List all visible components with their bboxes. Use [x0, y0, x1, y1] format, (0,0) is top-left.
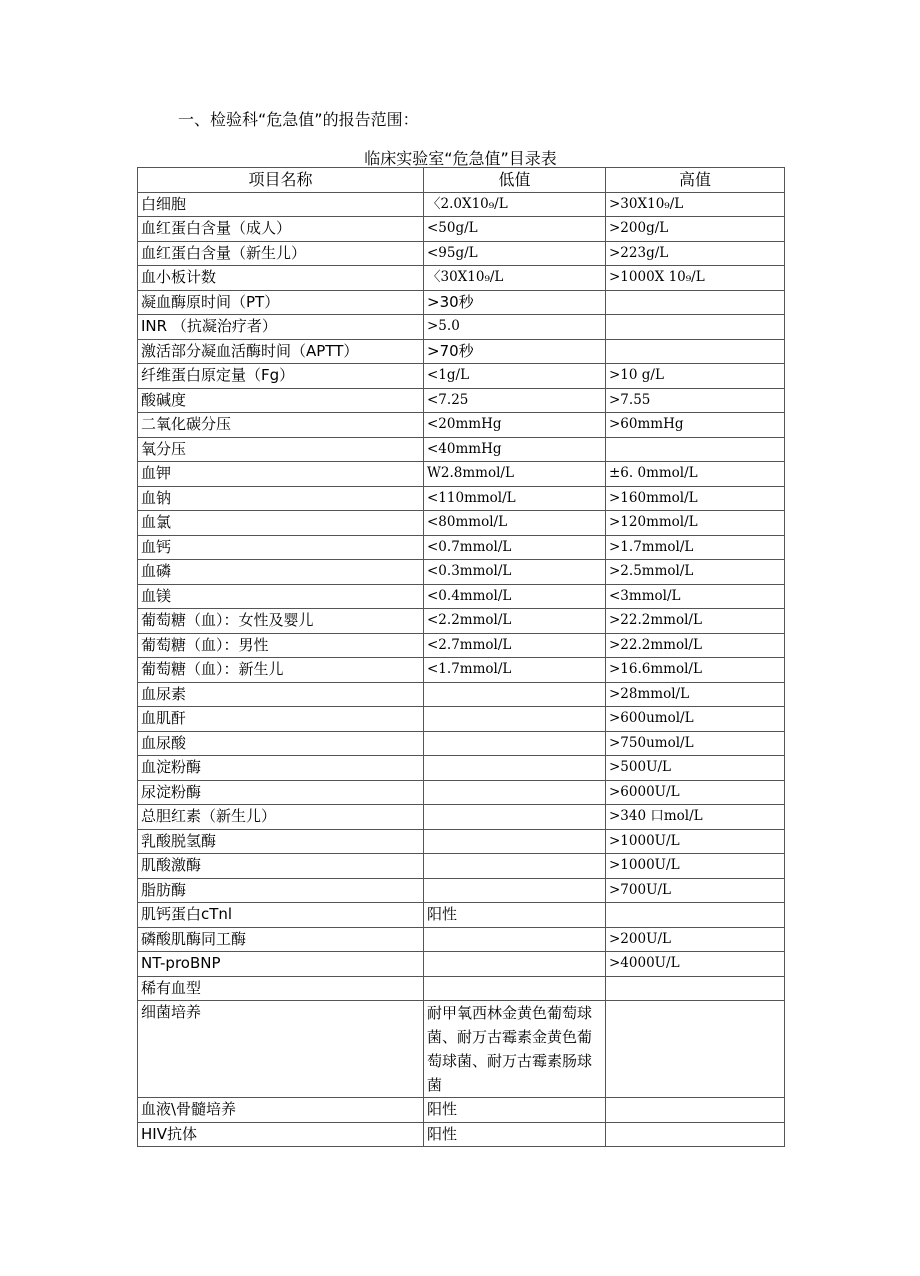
item-name-cell: 纤维蛋白原定量（Fg）	[138, 364, 424, 389]
high-value-cell: >700U/L	[606, 878, 785, 903]
low-value-cell	[424, 854, 606, 879]
item-name-cell: 血钾	[138, 462, 424, 487]
low-value-cell: <20mmHg	[424, 413, 606, 438]
item-name-cell: 血肌酐	[138, 707, 424, 732]
high-value-cell: >1000U/L	[606, 854, 785, 879]
item-name-cell: 葡萄糖（血）：女性及婴儿	[138, 609, 424, 634]
low-value-cell: 〈2.0X10₉/L	[424, 192, 606, 217]
high-value-cell: >6000U/L	[606, 780, 785, 805]
high-value-cell: >10 g/L	[606, 364, 785, 389]
high-value-cell: >500U/L	[606, 756, 785, 781]
high-value-cell	[606, 315, 785, 340]
table-row	[138, 266, 785, 291]
high-value-cell: >1000X 10₉/L	[606, 266, 785, 291]
low-value-cell: 阳性	[424, 1098, 606, 1123]
high-value-cell: >22.2mmol/L	[606, 633, 785, 658]
low-value-cell: 阳性	[424, 1122, 606, 1147]
item-name-cell: 血红蛋白含量（新生儿）	[138, 241, 424, 266]
low-value-cell: <2.2mmol/L	[424, 609, 606, 634]
table-row	[138, 903, 785, 928]
table-row	[138, 388, 785, 413]
item-name-cell: 血淀粉酶	[138, 756, 424, 781]
item-name-cell: 激活部分凝血活酶时间（APTT）	[138, 339, 424, 364]
low-value-cell: <0.3mmol/L	[424, 560, 606, 585]
table-row	[138, 1098, 785, 1123]
low-value-cell: 耐甲氧西林金黄色葡萄球菌、耐万古霉素金黄色葡萄球菌、耐万古霉素肠球菌	[424, 1001, 606, 1098]
table-row	[138, 633, 785, 658]
high-value-cell: >600umol/L	[606, 707, 785, 732]
table-row	[138, 682, 785, 707]
low-value-cell: >5.0	[424, 315, 606, 340]
table-row	[138, 535, 785, 560]
low-value-cell: <110mmol/L	[424, 486, 606, 511]
low-value-cell	[424, 976, 606, 1001]
table-row	[138, 560, 785, 585]
table-row	[138, 511, 785, 536]
table-row	[138, 756, 785, 781]
low-value-cell: W2.8mmol/L	[424, 462, 606, 487]
low-value-cell	[424, 952, 606, 977]
high-value-cell: >1000U/L	[606, 829, 785, 854]
table-row	[138, 584, 785, 609]
item-name-cell: 肌酸激酶	[138, 854, 424, 879]
item-name-cell: 乳酸脱氢酶	[138, 829, 424, 854]
high-value-cell: <3mmol/L	[606, 584, 785, 609]
high-value-cell	[606, 437, 785, 462]
low-value-cell: 阳性	[424, 903, 606, 928]
table-row	[138, 829, 785, 854]
item-name-cell: 血小板计数	[138, 266, 424, 291]
item-name-cell: 尿淀粉酶	[138, 780, 424, 805]
high-value-cell	[606, 290, 785, 315]
high-value-cell	[606, 1001, 785, 1098]
item-name-cell: 白细胞	[138, 192, 424, 217]
item-name-cell: 总胆红素（新生儿）	[138, 805, 424, 830]
low-value-cell	[424, 780, 606, 805]
table-row	[138, 290, 785, 315]
low-value-cell: <95g/L	[424, 241, 606, 266]
low-value-cell: <1.7mmol/L	[424, 658, 606, 683]
item-name-cell: 血尿素	[138, 682, 424, 707]
table-row	[138, 658, 785, 683]
high-value-cell: >28mmol/L	[606, 682, 785, 707]
low-value-cell: <1g/L	[424, 364, 606, 389]
critical-values-table	[137, 167, 785, 1147]
item-name-cell: 细菌培养	[138, 1001, 424, 1098]
table-row	[138, 1122, 785, 1147]
item-name-cell: 磷酸肌酶同工酶	[138, 927, 424, 952]
table-row	[138, 878, 785, 903]
table-row	[138, 609, 785, 634]
item-name-cell: 血尿酸	[138, 731, 424, 756]
item-name-cell: 酸碱度	[138, 388, 424, 413]
section-heading: 一、检验科“危急值”的报告范围：	[178, 110, 419, 129]
item-name-cell: 稀有血型	[138, 976, 424, 1001]
low-value-cell	[424, 756, 606, 781]
column-header-high: 高值	[606, 168, 785, 193]
item-name-cell: 二氧化碳分压	[138, 413, 424, 438]
low-value-cell: <0.7mmol/L	[424, 535, 606, 560]
table-row	[138, 780, 785, 805]
item-name-cell: 凝血酶原时间（PT）	[138, 290, 424, 315]
item-name-cell: INR （抗凝治疗者）	[138, 315, 424, 340]
low-value-cell	[424, 682, 606, 707]
table-title: 临床实验室“危急值”目录表	[364, 149, 557, 168]
low-value-cell: <80mmol/L	[424, 511, 606, 536]
low-value-cell: <7.25	[424, 388, 606, 413]
item-name-cell: 血镁	[138, 584, 424, 609]
item-name-cell: 葡萄糖（血）：新生儿	[138, 658, 424, 683]
item-name-cell: HIV抗体	[138, 1122, 424, 1147]
low-value-cell: <2.7mmol/L	[424, 633, 606, 658]
item-name-cell: 肌钙蛋白cTnl	[138, 903, 424, 928]
low-value-cell	[424, 731, 606, 756]
item-name-cell: 血氯	[138, 511, 424, 536]
high-value-cell: >750umol/L	[606, 731, 785, 756]
low-value-cell: 〈30X10₉/L	[424, 266, 606, 291]
low-value-cell	[424, 829, 606, 854]
item-name-cell: 血液\骨髓培养	[138, 1098, 424, 1123]
high-value-cell	[606, 1122, 785, 1147]
low-value-cell	[424, 878, 606, 903]
column-header-low: 低值	[424, 168, 606, 193]
high-value-cell: >16.6mmol/L	[606, 658, 785, 683]
column-header-item: 项目名称	[138, 168, 424, 193]
table-row	[138, 217, 785, 242]
high-value-cell: >223g/L	[606, 241, 785, 266]
low-value-cell: <40mmHg	[424, 437, 606, 462]
table-row	[138, 486, 785, 511]
table-row	[138, 854, 785, 879]
table-row	[138, 364, 785, 389]
high-value-cell: >340 口mol/L	[606, 805, 785, 830]
table-row	[138, 462, 785, 487]
item-name-cell: 血钠	[138, 486, 424, 511]
high-value-cell	[606, 1098, 785, 1123]
table-row	[138, 192, 785, 217]
high-value-cell: >60mmHg	[606, 413, 785, 438]
high-value-cell: >4000U/L	[606, 952, 785, 977]
low-value-cell	[424, 707, 606, 732]
low-value-cell: <50g/L	[424, 217, 606, 242]
high-value-cell: >22.2mmol/L	[606, 609, 785, 634]
item-name-cell: 血红蛋白含量（成人）	[138, 217, 424, 242]
high-value-cell	[606, 976, 785, 1001]
table-row	[138, 315, 785, 340]
high-value-cell	[606, 339, 785, 364]
low-value-cell: >70秒	[424, 339, 606, 364]
low-value-cell	[424, 927, 606, 952]
low-value-cell	[424, 805, 606, 830]
table-row	[138, 952, 785, 977]
table-row	[138, 707, 785, 732]
table-row	[138, 805, 785, 830]
high-value-cell: ±6. 0mmol/L	[606, 462, 785, 487]
item-name-cell: 葡萄糖（血）：男性	[138, 633, 424, 658]
high-value-cell: >2.5mmol/L	[606, 560, 785, 585]
high-value-cell: >7.55	[606, 388, 785, 413]
item-name-cell: 血磷	[138, 560, 424, 585]
high-value-cell	[606, 903, 785, 928]
table-row	[138, 241, 785, 266]
item-name-cell: 脂肪酶	[138, 878, 424, 903]
high-value-cell: >1.7mmol/L	[606, 535, 785, 560]
table-header-row	[138, 168, 785, 193]
high-value-cell: >120mmol/L	[606, 511, 785, 536]
high-value-cell: >30X10₉/L	[606, 192, 785, 217]
table-row	[138, 976, 785, 1001]
table-row	[138, 731, 785, 756]
item-name-cell: 血钙	[138, 535, 424, 560]
low-value-cell: >30秒	[424, 290, 606, 315]
table-row	[138, 437, 785, 462]
table-row	[138, 927, 785, 952]
high-value-cell: >200U/L	[606, 927, 785, 952]
item-name-cell: NT-proBNP	[138, 952, 424, 977]
low-value-cell: <0.4mmol/L	[424, 584, 606, 609]
table-row	[138, 339, 785, 364]
high-value-cell: >200g/L	[606, 217, 785, 242]
high-value-cell: >160mmol/L	[606, 486, 785, 511]
table-row	[138, 413, 785, 438]
item-name-cell: 氧分压	[138, 437, 424, 462]
table-row	[138, 1001, 785, 1098]
